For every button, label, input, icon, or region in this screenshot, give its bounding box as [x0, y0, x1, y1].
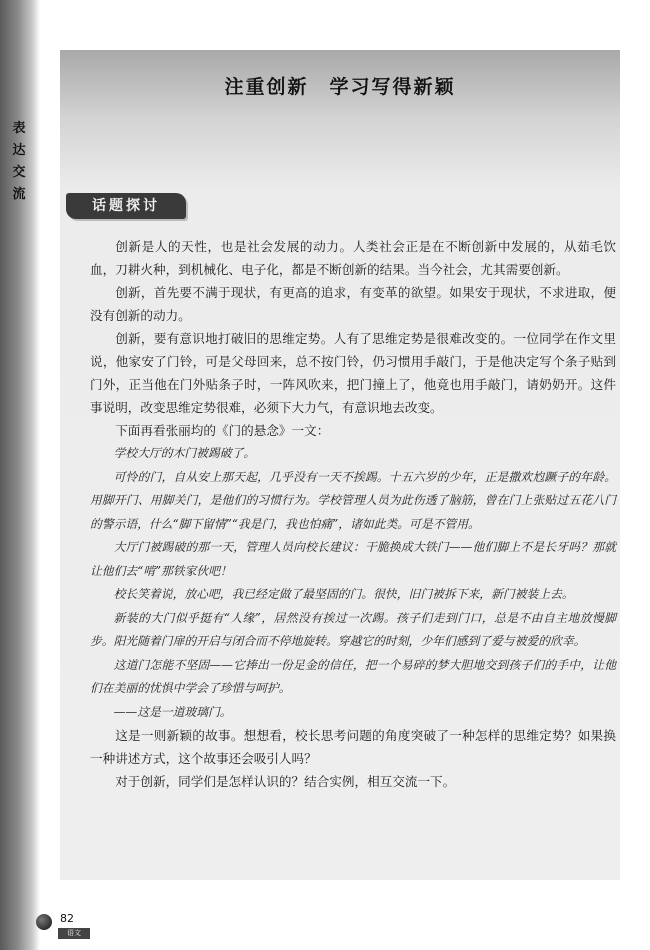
quote-paragraph-3: 大厅门被踢破的那一天，管理人员向校长建议：干脆换成大铁门——他们脚上不是长牙吗？那就让他们去“啃”那铁家伙吧！: [90, 540, 616, 578]
chapter-vertical-label: 表达交流: [12, 121, 26, 202]
closing-paragraph-1: 这是一则新颖的故事。想想看，校长思考问题的角度突破了一种怎样的思维定势？如果换一种讲述方式，这个故事还会吸引人吗？: [90, 728, 616, 766]
quote-paragraph-2: 可怜的门，自从安上那天起，几乎没有一天不挨踢。十五六岁的少年，正是撒欢尥蹶子的年龄。用脚开门、用脚关门，是他们的习惯行为。学校管理人员为此伤透了脑筋，曾在门上张贴过五花八门的警示语，什么“脚下留情”“我是门，我也怕痛”，诸如此类。可是不管用。: [90, 469, 616, 531]
page-title: 注重创新 学习写得新颖: [224, 76, 456, 98]
footer-circle-icon: [36, 914, 52, 930]
section-badge: 话题探讨: [66, 193, 186, 219]
quote-paragraph-1: 学校大厅的木门被踢破了。: [113, 446, 256, 460]
quoted-essay: [90, 442, 616, 724]
paragraph-4: 下面再看张丽均的《门的悬念》一文：: [115, 423, 330, 438]
paragraph-2: 创新，首先要不满于现状，有更高的追求，有变革的欲望。如果安于现状，不求进取，便没有创新的动力。: [90, 285, 616, 323]
closing-paragraph-2: 对于创新，同学们是怎样认识的？结合实例，相互交流一下。: [115, 774, 456, 789]
paragraph-1: 创新是人的天性，也是社会发展的动力。人类社会正是在不断创新中发展的，从茹毛饮血，刀耕火种，到机械化、电子化，都是不断创新的结果。当今社会，尤其需要创新。: [90, 239, 616, 277]
quote-paragraph-6: 这道门怎能不坚固——它捧出一份足金的信任，把一个易碎的梦大胆地交到孩子们的手中，让他们在美丽的忧惧中学会了珍惜与呵护。: [90, 657, 616, 695]
page-number: 82: [60, 912, 74, 925]
article-body: [90, 235, 616, 793]
footer-subject-label: 语文: [58, 928, 90, 939]
paragraph-3: 创新，要有意识地打破旧的思维定势。人有了思维定势是很难改变的。一位同学在作文里说，他家安了门铃，可是父母回来，总不按门铃，仍习惯用手敲门，于是他决定写个条子贴到门外，正当他在门外贴条子时，一阵风吹来，把门撞上了，他竟也用手敲门，请奶奶开。这件事说明，改变思维定势很难，必须下大力气，有意识地去改变。: [90, 331, 616, 415]
quote-paragraph-4: 校长笑着说，放心吧，我已经定做了最坚固的门。很快，旧门被拆下来，新门被装上去。: [113, 587, 574, 601]
quote-paragraph-5: 新装的大门似乎挺有“人缘”，居然没有挨过一次踢。孩子们走到门口，总是不由自主地放慢脚步。阳光随着门扉的开启与闭合而不停地旋转。穿越它的时刻，少年们感到了爱与被爱的欣幸。: [90, 610, 616, 648]
quote-paragraph-7: ——这是一道玻璃门。: [113, 704, 232, 719]
